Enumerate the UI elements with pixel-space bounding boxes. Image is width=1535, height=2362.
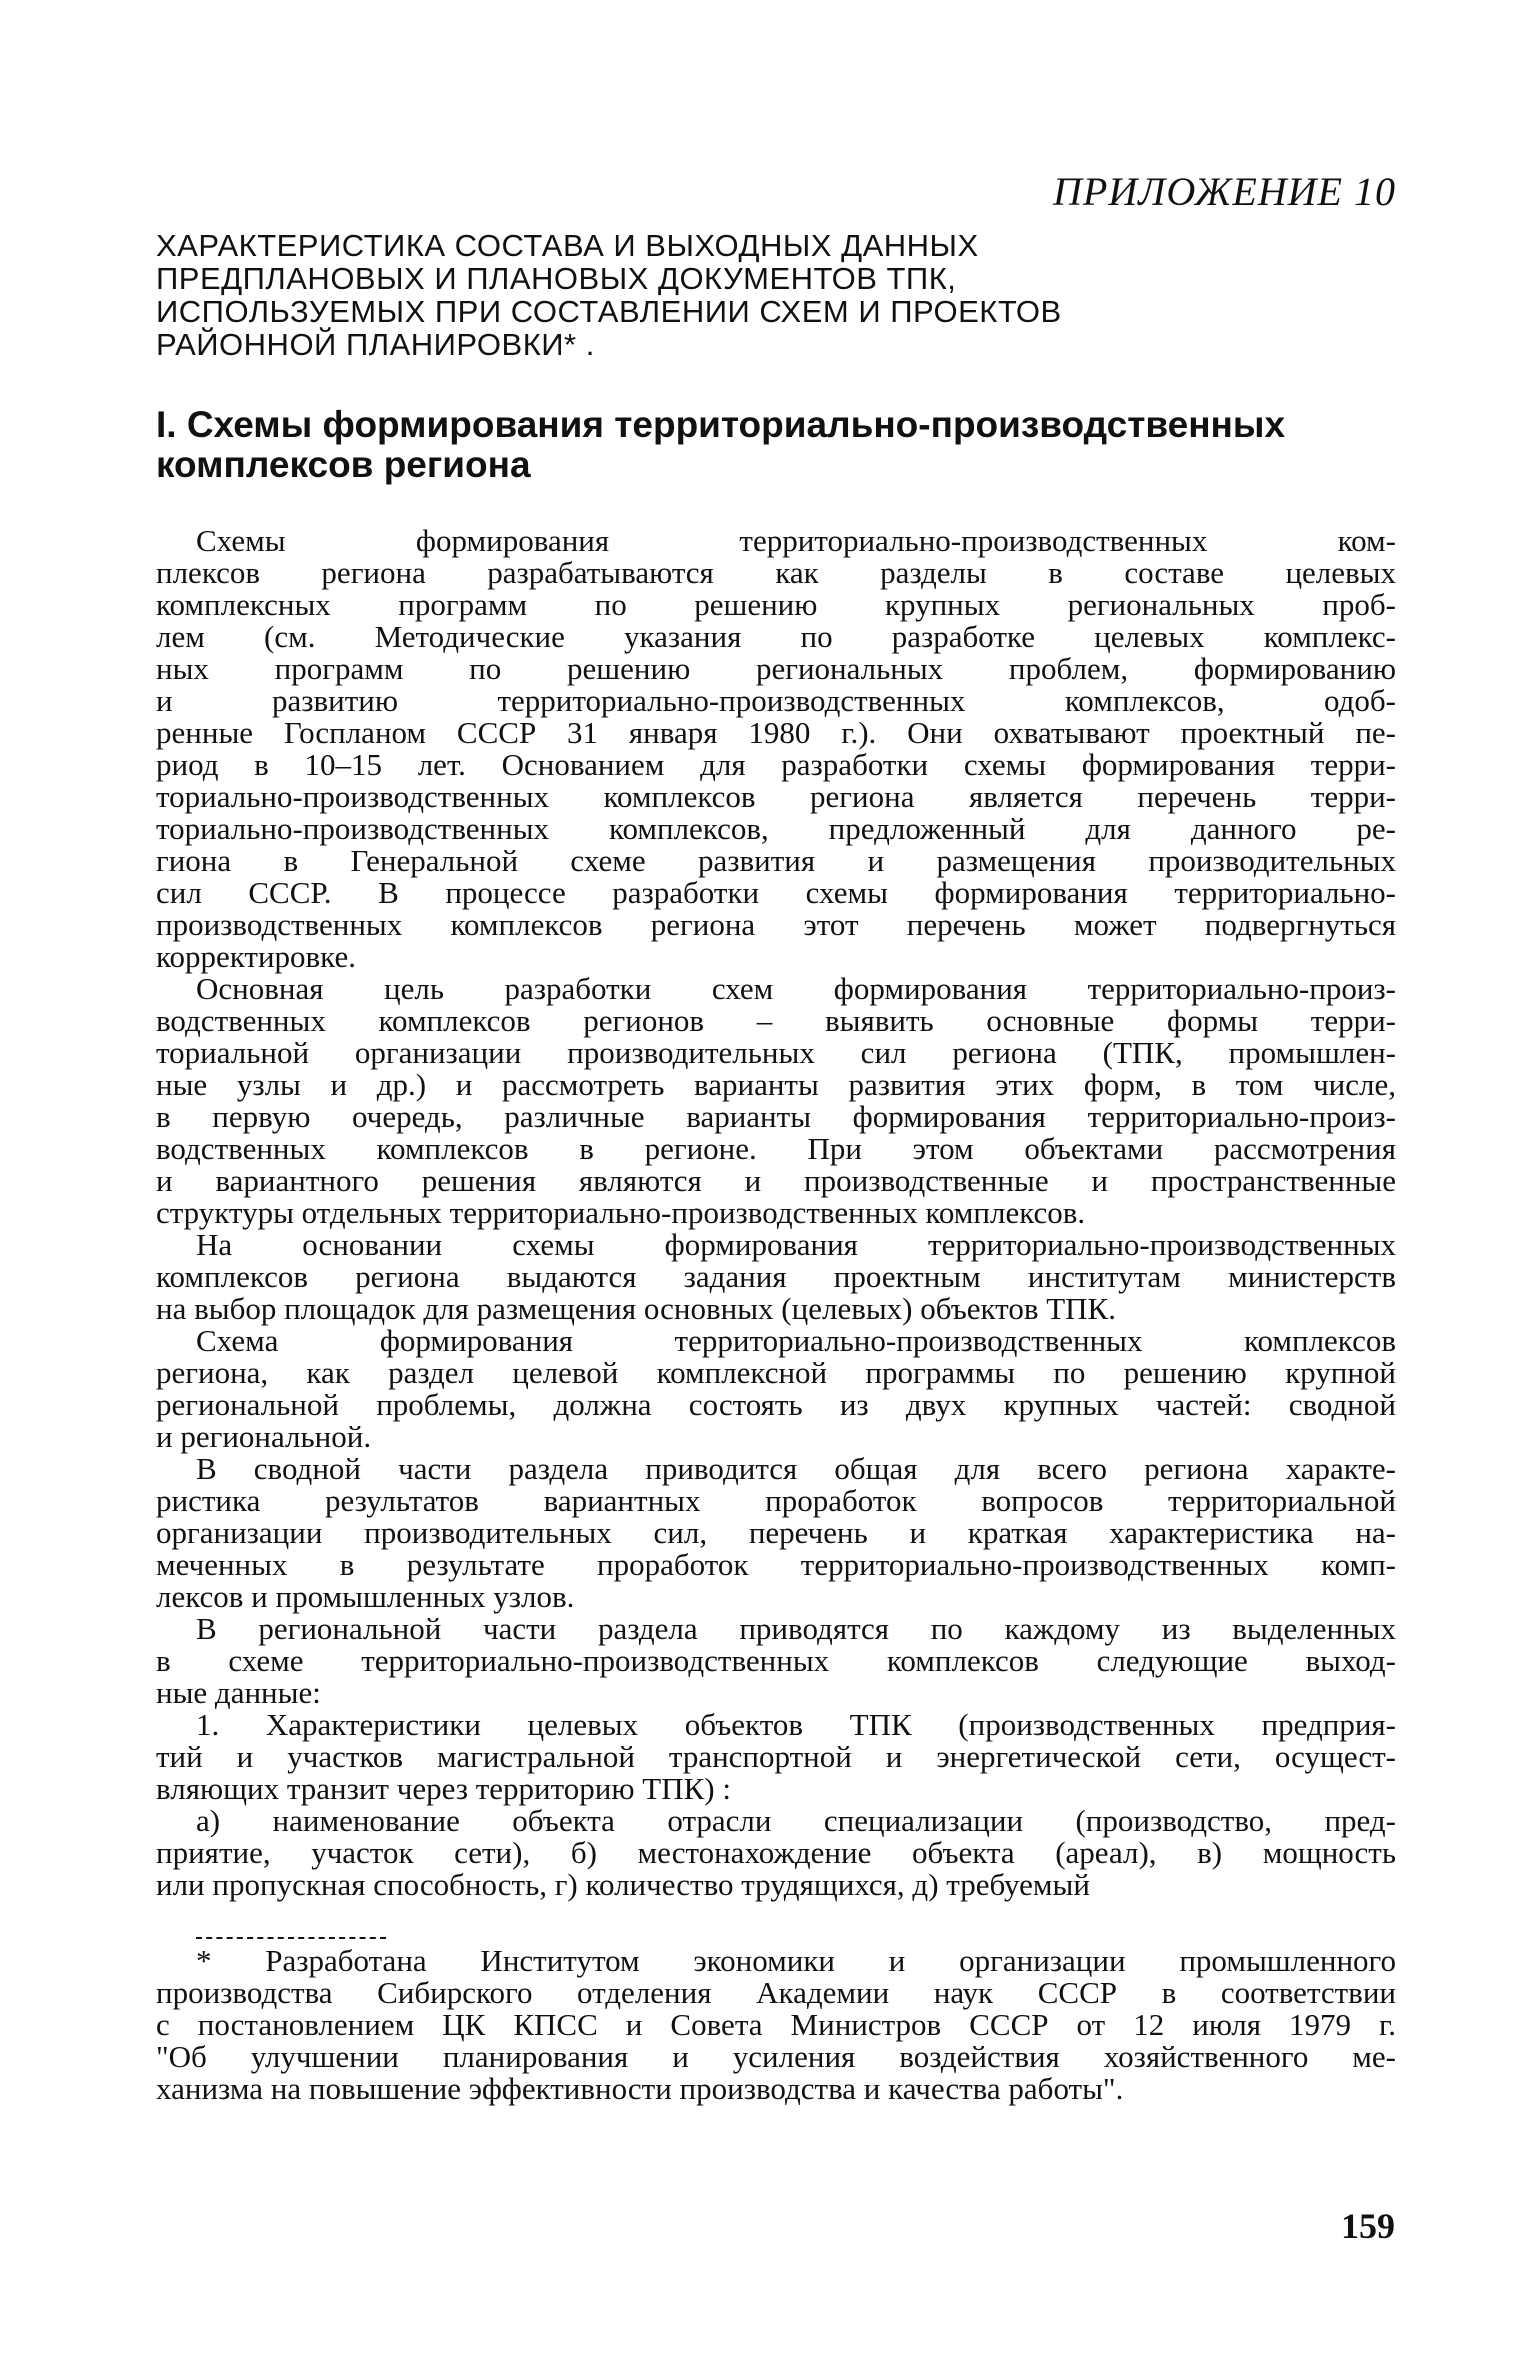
paragraph (156, 973, 1396, 1229)
paragraph-line: водственных комплексов регионов – выявить основные формы терри- (156, 1003, 1396, 1038)
paragraph-line: на выбор площадок для размещения основных (целевых) объектов ТПК. (156, 1291, 1116, 1326)
paragraph-line: и региональной. (156, 1419, 372, 1454)
footnote (156, 1945, 1396, 2105)
paragraph-line: сил СССР. В процессе разработки схемы формирования территориально- (156, 875, 1396, 910)
paragraph-line: ренные Госпланом СССР 31 января 1980 г.). Они охватывают проектный пе- (156, 715, 1396, 750)
footnote-line: "Об улучшении планирования и усиления воздействия хозяйственного ме- (156, 2039, 1396, 2074)
paragraph-line: В региональной части раздела приводятся по каждому из выделенных (196, 1611, 1396, 1646)
paragraph-line: или пропускная способность, г) количество трудящихся, д) требуемый (156, 1867, 1090, 1902)
paragraph-line: а) наименование объекта отрасли специализации (производство, пред- (196, 1803, 1396, 1838)
paragraph-line: ристика результатов вариантных проработок вопросов территориальной (156, 1483, 1396, 1518)
paragraph-line: плексов региона разрабатываются как разделы в составе целевых (156, 555, 1396, 590)
section-heading (156, 405, 1396, 485)
document-title-line: ХАРАКТЕРИСТИКА СОСТАВА И ВЫХОДНЫХ ДАННЫХ (156, 228, 979, 263)
paragraph-line: ные данные: (156, 1675, 321, 1710)
document-title (156, 229, 1396, 361)
paragraph (156, 1453, 1396, 1613)
paragraph-line: региональной проблемы, должна состоять из двух крупных частей: сводной (156, 1387, 1396, 1422)
paragraph (156, 525, 1396, 973)
paragraph-line: и вариантного решения являются и производственные и пространственные (156, 1163, 1396, 1198)
paragraph-line: вляющих транзит через территорию ТПК) : (156, 1771, 731, 1806)
footnote-line: ханизма на повышение эффективности производства и качества работы". (156, 2071, 1124, 2106)
paragraph-line: меченных в результате проработок территориально-производственных комп- (156, 1547, 1396, 1582)
page-content (156, 160, 1396, 2105)
paragraph-line: региона, как раздел целевой комплексной программы по решению крупной (156, 1355, 1396, 1390)
paragraph-line: ториально-производственных комплексов региона является перечень терри- (156, 779, 1396, 814)
paragraph-line: производственных комплексов региона этот перечень может подвергнуться (156, 907, 1396, 942)
paragraph-line: Основная цель разработки схем формирования территориально-произ- (196, 971, 1396, 1006)
paragraph (156, 1613, 1396, 1709)
paragraph-line: приятие, участок сети), б) местонахождение объекта (ареал), в) мощность (156, 1835, 1396, 1870)
page-number: 159 (1341, 2206, 1395, 2246)
document-title-line: РАЙОННОЙ ПЛАНИРОВКИ* . (156, 327, 595, 362)
paragraph-line: и развитию территориально-производственных комплексов, одоб- (156, 683, 1396, 718)
paragraph-line: водственных комплексов в регионе. При этом объектами рассмотрения (156, 1131, 1396, 1166)
paragraph-line: ные узлы и др.) и рассмотреть варианты развития этих форм, в том числе, (156, 1067, 1396, 1102)
document-title-line: ИСПОЛЬЗУЕМЫХ ПРИ СОСТАВЛЕНИИ СХЕМ И ПРОЕКТОВ (156, 294, 1062, 329)
footnote-line: производства Сибирского отделения Академии наук СССР в соответствии (156, 1975, 1396, 2010)
footnote-line: с постановлением ЦК КПСС и Совета Министров СССР от 12 июля 1979 г. (156, 2007, 1396, 2042)
paragraph-line: лем (см. Методические указания по разработке целевых комплекс- (156, 619, 1396, 654)
document-title-line: ПРЕДПЛАНОВЫХ И ПЛАНОВЫХ ДОКУМЕНТОВ ТПК, (156, 261, 957, 296)
paragraph-line: риод в 10–15 лет. Основанием для разработки схемы формирования терри- (156, 747, 1396, 782)
appendix-label: ПРИЛОЖЕНИЕ 10 (1053, 169, 1396, 214)
paragraph-line: тий и участков магистральной транспортной и энергетической сети, осущест- (156, 1739, 1396, 1774)
section-heading-line: I. Схемы формирования территориально-производственных (156, 404, 1286, 445)
paragraph (156, 1229, 1396, 1325)
section-heading-line: комплексов региона (156, 444, 531, 485)
paragraph-line: структуры отдельных территориально-производственных комплексов. (156, 1195, 1086, 1230)
footnote-line: * Разработана Институтом экономики и организации промышленного (196, 1943, 1396, 1978)
paragraph-line: корректировке. (156, 939, 356, 974)
paragraph-line: ториально-производственных комплексов, предложенный для данного ре- (156, 811, 1396, 846)
paragraph-line: Схемы формирования территориально-производственных ком- (196, 523, 1396, 558)
paragraph-line: комплексов региона выдаются задания проектным институтам министерств (156, 1259, 1396, 1294)
body-text (156, 525, 1396, 1901)
paragraph-line: Схема формирования территориально-производственных комплексов (196, 1323, 1396, 1358)
paragraph-line: в первую очередь, различные варианты формирования территориально-произ- (156, 1099, 1396, 1134)
paragraph (156, 1325, 1396, 1453)
paragraph-line: лексов и промышленных узлов. (156, 1579, 575, 1614)
paragraph-line: ториальной организации производительных сил региона (ТПК, промышлен- (156, 1035, 1396, 1070)
paragraph (156, 1709, 1396, 1805)
paragraph (156, 1805, 1396, 1901)
paragraph-line: организации производительных сил, перечень и краткая характеристика на- (156, 1515, 1396, 1550)
paragraph-line: гиона в Генеральной схеме развития и размещения производительных (156, 843, 1396, 878)
paragraph-line: В сводной части раздела приводится общая для всего региона характе- (196, 1451, 1396, 1486)
paragraph-line: На основании схемы формирования территориально-производственных (196, 1227, 1396, 1262)
paragraph-line: в схеме территориально-производственных комплексов следующие выход- (156, 1643, 1396, 1678)
paragraph-line: комплексных программ по решению крупных региональных проб- (156, 587, 1396, 622)
paragraph-line: ных программ по решению региональных проблем, формированию (156, 651, 1396, 686)
footnote-separator (196, 1937, 386, 1939)
paragraph-line: 1. Характеристики целевых объектов ТПК (производственных предприя- (196, 1707, 1396, 1742)
